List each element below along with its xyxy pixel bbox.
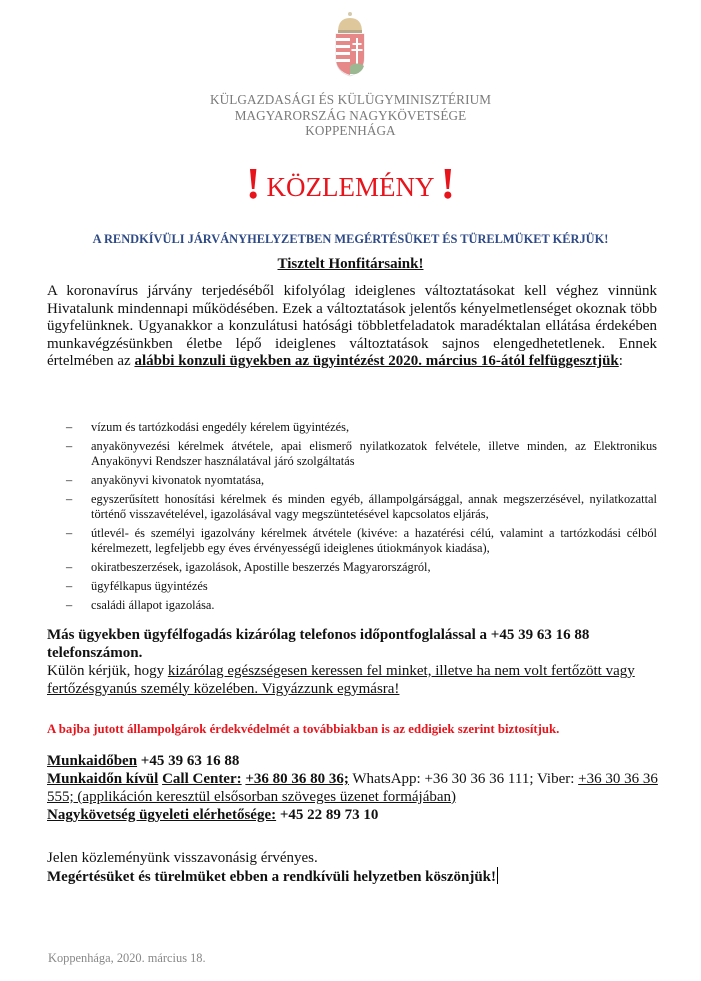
after-hours-line: Munkaidőn kívül Call Center: +36 80 36 80 36; WhatsApp: +36 30 36 36 111; Viber: +36 30 36 36 555; (applikáción keresztül elsősorban szöveges üzenet formájában) xyxy=(47,771,658,805)
text-cursor xyxy=(497,867,498,884)
dash-bullet-icon: – xyxy=(66,560,73,574)
appointment-notice: Más ügyekben ügyfélfogadás kizárólag telefonos időpontfoglalással a +45 39 63 16 88 telefonszámon. xyxy=(47,627,590,661)
closing-thanks: Megértésüket és türelmüket ebben a rendkívüli helyzetben köszönjük! xyxy=(47,869,497,885)
place-date: Koppenhága, 2020. március 18. xyxy=(48,951,206,965)
dash-bullet-icon: – xyxy=(66,420,73,434)
ministry-header xyxy=(0,92,701,139)
whatsapp-phone: WhatsApp: +36 30 36 36 111; Viber: xyxy=(348,771,579,787)
contact-block xyxy=(47,752,662,824)
suspension-statement: alábbi konzuli ügyekben az ügyintézést 2020. március 16-ától felfüggesztjük xyxy=(134,353,619,369)
list-item: – egyszerűsített honosítási kérelmek és minden egyéb, állampolgársággal, annak megszerzésével, nyilatkozattal történő visszavételével, igazolásával vagy megszüntetésével kapcsolatos eljárás, xyxy=(66,492,657,521)
duty-line: Nagykövetség ügyeleti elérhetősége: +45 22 89 73 10 xyxy=(47,807,379,823)
intro-paragraph: A koronavírus járvány terjedéséből kifolyólag ideiglenes változtatásokat kell véghez vinnünk Hivatalunk mindennapi működésében. Ezek a változtatások jelentős kényelmetlenséget okoznak több ügyfelünknek. Ugyanakkor a konzulátusi hatósági többletfeladatok maradéktalan ellátása érdekében munkavégzésünkben életbe lépő ideiglenes változtatások sajnos elengedhetetlenek. Ennek értelmében az alábbi konzuli ügyekben az ügyintézést 2020. március 16-ától felfüggesztjük: xyxy=(47,283,657,369)
dash-bullet-icon: – xyxy=(66,579,73,593)
dash-bullet-icon: – xyxy=(66,473,73,487)
list-item: – anyakönyvezési kérelmek átvétele, apai elismerő nyilatkozatok felvétele, illetve minden, az Elektronikus Anyakönyvi Rendszer használatával járó szolgáltatás xyxy=(66,439,657,468)
intro-text: A koronavírus járvány terjedéséből kifolyólag ideiglenes változtatásokat kell véghez vinnünk Hivatalunk mindennapi működésében. Ezek a változtatások jelentős kényelmetlenséget okoznak több ügyfelünknek. Ugyanakkor a konzulátusi hatósági többletfeladatok maradéktalan ellátása érdekében munkavégzésünkben életbe lépő ideiglenes változtatások sajnos elengedhetetlenek. Ennek értelmében az xyxy=(47,283,657,369)
list-item: – családi állapot igazolása. xyxy=(66,598,215,612)
list-item: – vízum és tartózkodási engedély kérelem ügyintézés, xyxy=(66,420,350,434)
office-hours-phone: +45 39 63 16 88 xyxy=(137,753,240,769)
coat-of-arms-icon xyxy=(330,10,370,80)
dash-bullet-icon: – xyxy=(66,526,73,540)
health-request-underlined: kizárólag egészségesen keressen fel minket, illetve ha nem volt fertőzött vagy fertőzésgyanús személy közelében. Vigyázzunk egymásra! xyxy=(47,663,635,697)
list-item: – ügyfélkapus ügyintézés xyxy=(66,579,208,593)
validity-statement: Jelen közleményünk visszavonásig érvényes. xyxy=(47,850,318,866)
dash-bullet-icon: – xyxy=(66,492,73,506)
list-item: – anyakönyvi kivonatok nyomtatása, xyxy=(66,473,265,487)
suspended-services-list xyxy=(66,420,657,617)
list-item: – okiratbeszerzések, igazolások, Apostille beszerzés Magyarországról, xyxy=(66,560,431,574)
exclamation-icon: ! xyxy=(245,159,261,208)
dash-bullet-icon: – xyxy=(66,439,73,453)
viber-phone: +36 30 36 36 555; (applikáción keresztül elsősorban szöveges üzenet formájában) xyxy=(47,771,658,805)
call-center-phone: +36 80 36 80 36; xyxy=(245,771,349,787)
notice-subtitle: A RENDKÍVÜLI JÁRVÁNYHELYZETBEN MEGÉRTÉSÜKET ÉS TÜRELMÜKET KÉRJÜK! xyxy=(92,232,609,246)
office-hours-line: Munkaidőben +45 39 63 16 88 xyxy=(47,753,240,769)
greeting: Tisztelt Honfitársaink! xyxy=(277,256,424,272)
consular-protection-notice: A bajba jutott állampolgárok érdekvédelmét a továbbiakban is az eddigiek szerint biztosítjuk. xyxy=(47,722,560,736)
embassy-name: MAGYARORSZÁG NAGYKÖVETSÉGE xyxy=(234,107,467,123)
exclamation-icon: ! xyxy=(440,159,456,208)
dash-bullet-icon: – xyxy=(66,598,73,612)
notice-title-text: KÖZLEMÉNY xyxy=(266,172,435,202)
health-request: Külön kérjük, hogy kizárólag egészségesen keressen fel minket, illetve ha nem volt fertőzött vagy fertőzésgyanús személy közelében. Vigyázzunk egymásra! xyxy=(47,663,635,697)
city-name: KOPPENHÁGA xyxy=(305,123,396,138)
list-item: – útlevél- és személyi igazolvány kérelmek átvétele (kivéve: a hazatérési célú, valamint a tartózkodási célból kérelmezett, legfeljebb egy éves érvényességű ideiglenes útiokmányok kiadása), xyxy=(66,526,657,555)
duty-phone: +45 22 89 73 10 xyxy=(276,807,379,823)
notice-title xyxy=(0,158,701,209)
ministry-name: KÜLGAZDASÁGI ÉS KÜLÜGYMINISZTÉRIUM xyxy=(209,92,492,107)
